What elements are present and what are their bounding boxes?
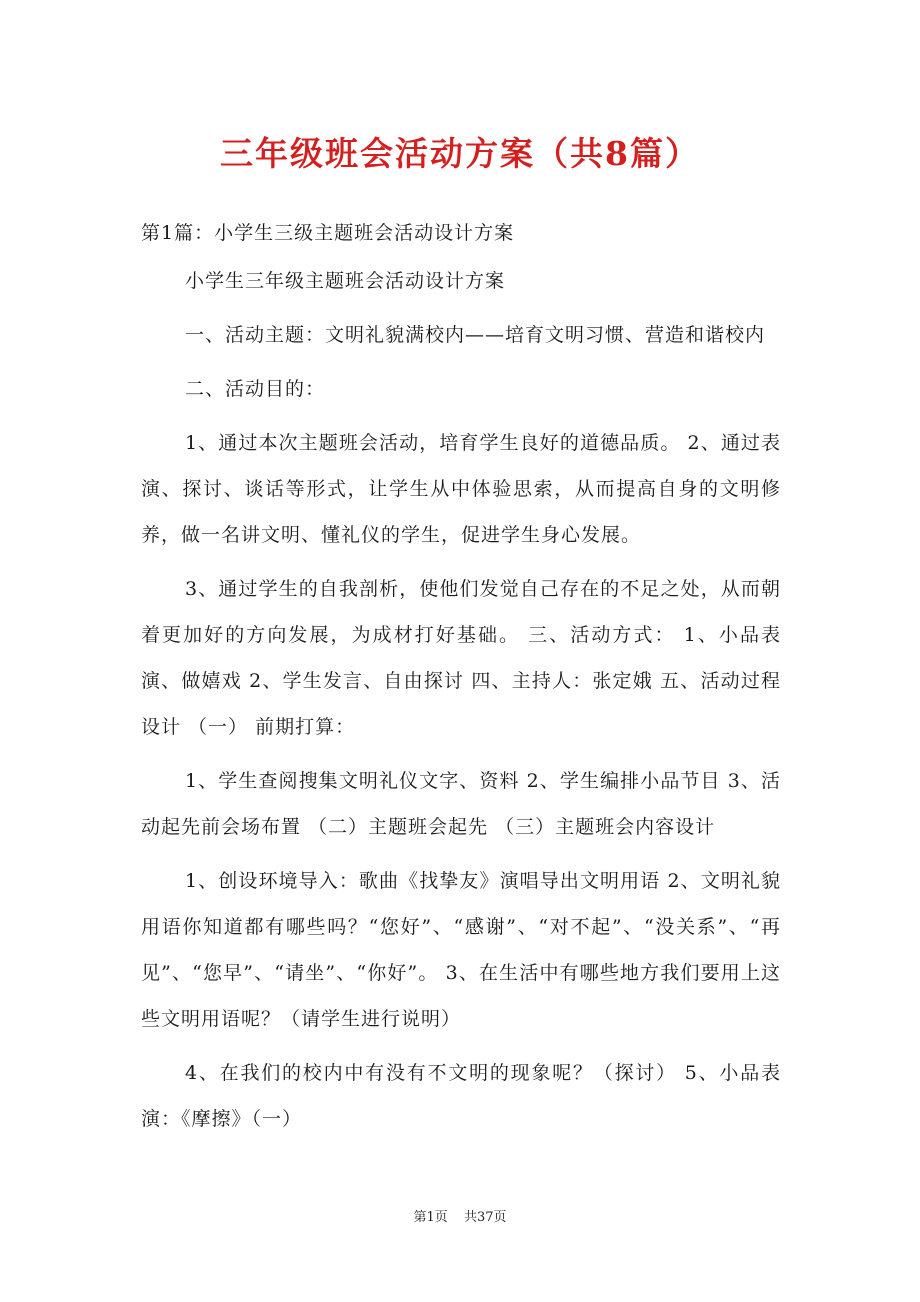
document-title: 三年级班会活动方案（共8篇） xyxy=(220,134,700,173)
paragraph-purpose-3: 3、通过学生的自我剖析，使他们发觉自己存在的不足之处，从而朝着更加好的方向发展，为成材打好基础。 三、活动方式： 1、小品表演、做嬉戏 2、学生发言、自由探讨 四、主持人：张定娥 五、活动过程设计 （一） 前期打算： xyxy=(141,578,781,738)
paragraph-activity-4-5: 4、在我们的校内中有没有不文明的现象呢？（探讨） 5、小品表演：《摩擦》（一） xyxy=(141,1062,781,1130)
paragraph-theme: 一、活动主题：文明礼貌满校内——培育文明习惯、营造和谐校内 xyxy=(185,324,766,346)
page-total: 共37页 xyxy=(463,1210,507,1225)
section-heading: 第1篇：小学生三级主题班会活动设计方案 xyxy=(141,222,515,244)
paragraph-purpose-1-2: 1、通过本次主题班会活动，培育学生良好的道德品质。 2、通过表演、探讨、谈话等形式，让学生从中体验思索，从而提高自身的文明修养，做一名讲文明、懂礼仪的学生，促进学生身心发展。 xyxy=(141,432,781,546)
paragraph-preparation: 1、学生查阅搜集文明礼仪文字、资料 2、学生编排小品节目 3、活动起先前会场布置 （二）主题班会起先 （三）主题班会内容设计 xyxy=(141,770,781,838)
paragraph-purpose-heading: 二、活动目的： xyxy=(185,378,326,400)
paragraph-subtitle: 小学生三年级主题班会活动设计方案 xyxy=(185,270,506,292)
page-number: 第1页 xyxy=(413,1210,448,1225)
page-footer xyxy=(0,1206,920,1225)
paragraph-activity-1-3: 1、创设环境导入：歌曲《找挚友》演唱导出文明用语 2、文明礼貌用语你知道都有哪些吗？“您好”、“感谢”、“对不起”、“没关系”、“再见”、“您早”、“请坐”、“你好”。 3、在生活中有哪些地方我们要用上这些文明用语呢？（请学生进行说明） xyxy=(141,870,781,1030)
document-body xyxy=(141,212,781,1150)
